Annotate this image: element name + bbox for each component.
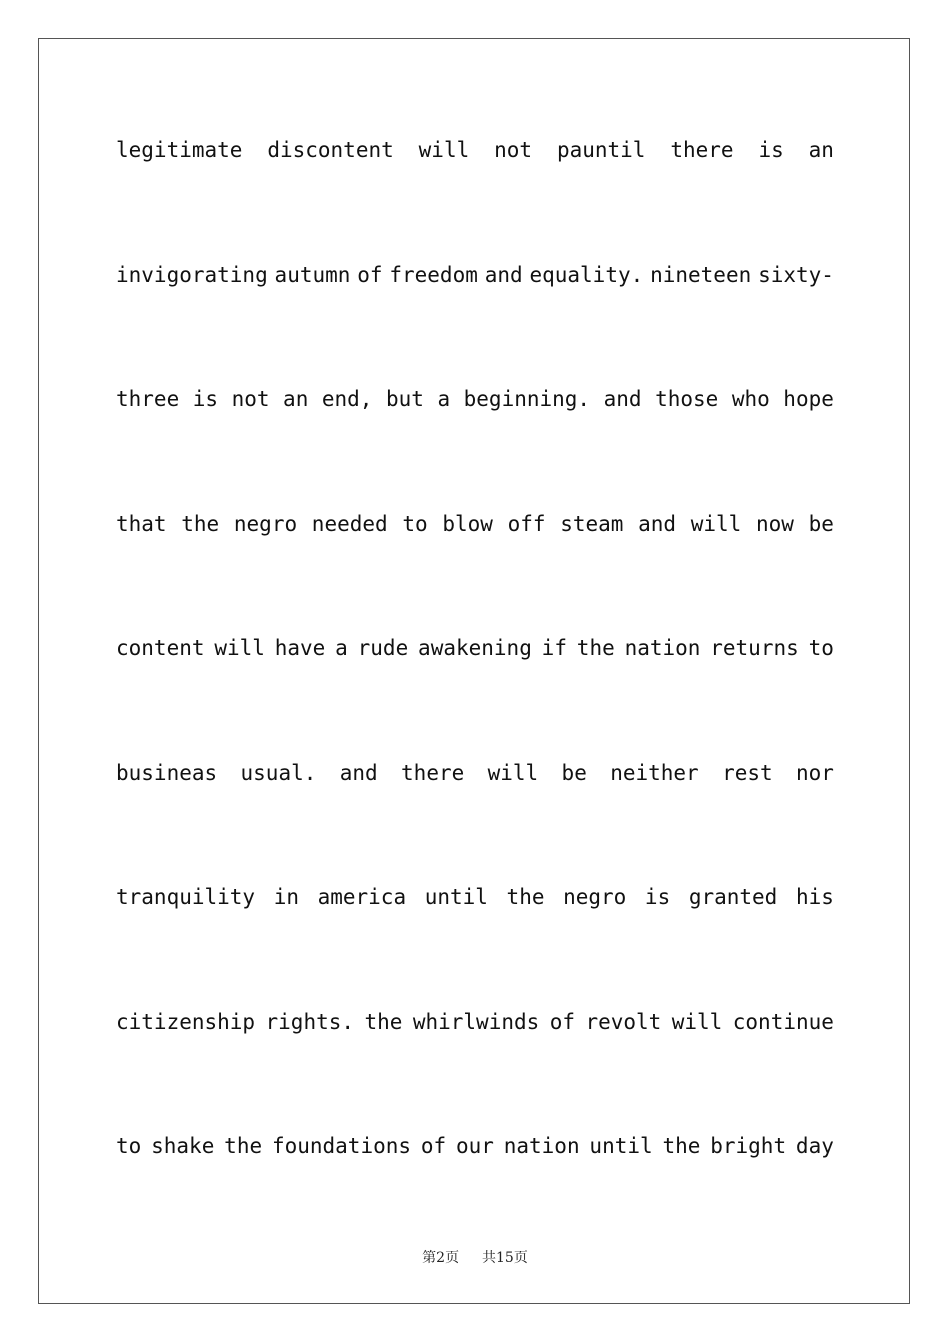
word: the bbox=[364, 1009, 403, 1034]
word: content bbox=[116, 636, 205, 660]
word: end, bbox=[321, 387, 373, 411]
word: bright bbox=[710, 1134, 787, 1158]
text-line bbox=[116, 512, 834, 536]
page-total: 共15页 bbox=[482, 1250, 528, 1266]
word: autumn bbox=[274, 262, 351, 287]
word: not bbox=[494, 138, 533, 162]
word: of bbox=[549, 1009, 576, 1034]
word: discontent bbox=[267, 138, 394, 162]
word: hope bbox=[783, 387, 834, 411]
text-line bbox=[116, 636, 834, 660]
word: have bbox=[274, 636, 326, 660]
word: of bbox=[357, 262, 383, 287]
word: and bbox=[339, 760, 378, 785]
word: granted bbox=[688, 885, 778, 909]
word: equality. bbox=[529, 262, 644, 287]
word: to bbox=[808, 636, 834, 660]
text-line bbox=[116, 1010, 834, 1034]
word: those bbox=[655, 387, 719, 411]
word: continue bbox=[732, 1009, 834, 1034]
word: the bbox=[181, 511, 220, 536]
page-frame bbox=[38, 38, 910, 1304]
page-footer bbox=[0, 1247, 950, 1267]
word: day bbox=[795, 1134, 834, 1158]
word: his bbox=[795, 885, 834, 909]
word: will bbox=[671, 1009, 723, 1034]
word: revolt bbox=[585, 1009, 662, 1034]
word: whirlwinds bbox=[412, 1009, 540, 1034]
word: foundations bbox=[271, 1134, 412, 1158]
word: rude bbox=[357, 636, 409, 660]
text-line bbox=[116, 263, 834, 287]
word: but bbox=[385, 387, 424, 411]
word: rest bbox=[722, 760, 773, 785]
word: needed bbox=[311, 511, 388, 536]
word: and bbox=[638, 511, 677, 536]
word: will bbox=[690, 511, 742, 536]
word: to bbox=[116, 1134, 142, 1158]
word: nation bbox=[624, 636, 701, 660]
word: invigorating bbox=[116, 262, 268, 287]
word: three bbox=[116, 387, 180, 411]
word: pauntil bbox=[556, 138, 646, 162]
word: a bbox=[437, 387, 451, 411]
page-number: 第2页 bbox=[422, 1250, 460, 1266]
word: of bbox=[420, 1134, 447, 1158]
word: is bbox=[192, 387, 219, 411]
word: off bbox=[507, 511, 546, 536]
text-line bbox=[116, 1134, 834, 1158]
word: in bbox=[273, 885, 299, 909]
word: the bbox=[576, 636, 615, 660]
word: a bbox=[335, 636, 348, 660]
word: will bbox=[418, 138, 470, 162]
word: america bbox=[317, 885, 407, 909]
word: beginning. bbox=[463, 387, 591, 411]
word: nation bbox=[503, 1134, 580, 1158]
word: our bbox=[455, 1134, 494, 1158]
word: nor bbox=[796, 760, 834, 785]
word: until bbox=[424, 885, 488, 909]
word: an bbox=[808, 138, 834, 162]
word: will bbox=[487, 760, 539, 785]
word: who bbox=[731, 387, 770, 411]
word: the bbox=[506, 885, 545, 909]
word: an bbox=[283, 387, 309, 411]
word: be bbox=[561, 760, 587, 785]
word: returns bbox=[710, 636, 799, 660]
text-line bbox=[116, 885, 834, 909]
text-line bbox=[116, 761, 834, 785]
word: negro bbox=[563, 885, 627, 909]
word: and bbox=[603, 387, 642, 411]
word: awakening bbox=[418, 636, 532, 660]
word: is bbox=[644, 885, 671, 909]
word: freedom bbox=[389, 262, 478, 287]
word: if bbox=[541, 636, 567, 660]
word: blow bbox=[442, 511, 493, 536]
word: until bbox=[589, 1134, 653, 1158]
word: now bbox=[756, 511, 794, 536]
word: nineteen bbox=[650, 262, 752, 287]
word: usual. bbox=[240, 760, 317, 785]
word: be bbox=[808, 511, 834, 536]
word: that bbox=[116, 511, 167, 536]
word: shake bbox=[151, 1134, 215, 1158]
word: the bbox=[662, 1134, 701, 1158]
word: busineas bbox=[116, 760, 218, 785]
word: negro bbox=[233, 511, 298, 536]
word: not bbox=[231, 387, 270, 411]
word: will bbox=[214, 636, 265, 660]
text-line bbox=[116, 387, 834, 411]
word: to bbox=[402, 511, 428, 536]
word: citizenship bbox=[116, 1009, 256, 1034]
word: the bbox=[224, 1134, 263, 1158]
word: there bbox=[670, 138, 734, 162]
word: sixty- bbox=[758, 262, 834, 287]
word: legitimate bbox=[116, 138, 243, 162]
word: is bbox=[758, 138, 784, 162]
word: rights. bbox=[265, 1009, 355, 1034]
word: tranquility bbox=[116, 885, 256, 909]
word: steam bbox=[560, 511, 624, 536]
word: neither bbox=[610, 760, 699, 785]
text-line bbox=[116, 138, 834, 162]
word: there bbox=[401, 760, 465, 785]
word: and bbox=[484, 262, 523, 287]
